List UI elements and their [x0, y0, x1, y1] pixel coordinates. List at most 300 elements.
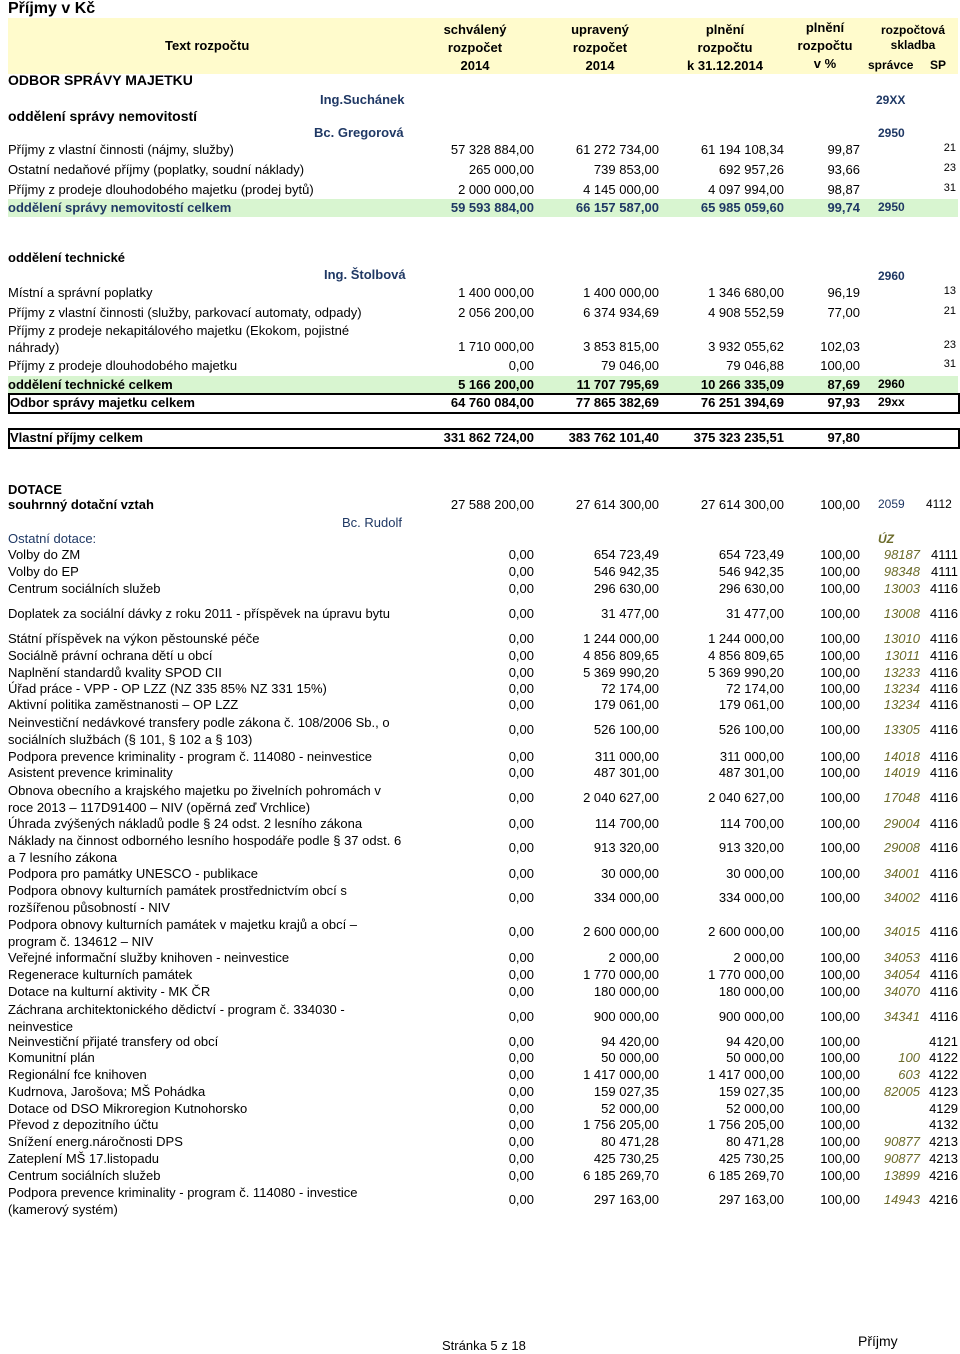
row-v3: 114 700,00: [719, 816, 784, 831]
row-v3: 31 477,00: [726, 606, 784, 621]
row-sp: 23: [943, 339, 956, 351]
row-v2: 654 723,49: [593, 547, 659, 562]
header-col-budget-structure: rozpočtová skladba: [880, 23, 945, 52]
row-v3: 546 942,35: [718, 564, 784, 579]
dotace-title: DOTACE: [8, 482, 62, 497]
row-pct: 100,00: [820, 1084, 860, 1099]
header-col-approved: schválený rozpočet 2014: [443, 22, 507, 73]
row-pct: 100,00: [820, 547, 860, 562]
row-pct: 100,00: [820, 564, 860, 579]
row-v2: 80 471,28: [601, 1134, 659, 1149]
row-v1: 0,00: [508, 681, 534, 696]
row-pct: 100,00: [820, 681, 860, 696]
row-sp: 4116: [930, 890, 958, 905]
row-v1: 0,00: [508, 790, 534, 805]
section-sub-title: oddělení správy nemovitostí: [8, 108, 198, 124]
row-v1: 0,00: [508, 749, 534, 764]
row-v1: 0,00: [508, 606, 534, 621]
row-uz: 34070: [883, 984, 920, 999]
ostatni-dotace-label: Ostatní dotace:: [8, 531, 97, 546]
row-v3: 5 369 990,20: [708, 665, 784, 680]
row-v2: 1 417 000,00: [583, 1067, 659, 1082]
row-uz: 14019: [883, 765, 920, 780]
row-v1: 0,00: [508, 840, 534, 855]
table-row: [8, 916, 958, 950]
row-v2: 6 374 934,69: [583, 305, 659, 320]
row-text: oddělení správy nemovitostí celkem: [8, 200, 232, 215]
row-v3: 72 174,00: [726, 681, 784, 696]
row-v2: 50 000,00: [601, 1050, 659, 1065]
table-row: [8, 1184, 958, 1218]
table-row: [8, 967, 958, 984]
row-sp: 21: [943, 305, 956, 317]
row-uz: 14018: [883, 749, 920, 764]
row-sp: 4213: [929, 1151, 958, 1166]
row-text: Úhrada zvýšených nákladů podle § 24 odst. 2 lesního zákona: [8, 816, 363, 831]
row-v2: 159 027,35: [593, 1084, 659, 1099]
row-v1: 1 710 000,00: [458, 339, 534, 354]
row-spr: 2950: [878, 200, 905, 214]
row-text: Podpora prevence kriminality - program č. 114080 - neinvestice: [8, 749, 372, 764]
section-person: Bc. Gregorová: [314, 125, 404, 140]
row-pct: 100,00: [820, 816, 860, 831]
row-text: Regionální fce knihoven: [8, 1067, 147, 1082]
row-v3: 79 046,88: [726, 358, 784, 373]
row-sp: 4116: [930, 648, 958, 663]
row-v3: 2 000,00: [733, 950, 784, 965]
table-row: [8, 1034, 958, 1051]
row-v3: 180 000,00: [718, 984, 784, 999]
header-col-fulfilment: plnění rozpočtu k 31.12.2014: [687, 22, 763, 73]
row-v1: 0,00: [508, 967, 534, 982]
row-v1: 0,00: [508, 697, 534, 712]
row-text: Naplnění standardů kvality SPOD CII: [8, 665, 222, 680]
row-pct: 100,00: [820, 358, 860, 373]
table-row-vlastni: [8, 430, 958, 448]
row-text: Příjmy z prodeje dlouhodobého majetku: [8, 358, 238, 373]
page-title: Příjmy v Kč: [8, 0, 96, 17]
table-row: [8, 697, 958, 714]
row-pct: 100,00: [820, 631, 860, 646]
row-pct: 97,93: [827, 395, 860, 410]
row-v2: 487 301,00: [593, 765, 659, 780]
row-v2: 739 853,00: [593, 162, 659, 177]
row-v1: 0,00: [508, 665, 534, 680]
row-text: Vlastní příjmy celkem: [10, 430, 143, 445]
row-v1: 0,00: [508, 1084, 534, 1099]
row-sp: 4111: [931, 564, 958, 579]
row-v3: 900 000,00: [718, 1009, 784, 1024]
row-uz: 98348: [883, 564, 920, 579]
row-v3: 159 027,35: [718, 1084, 784, 1099]
row-text: Odbor správy majetku celkem: [10, 395, 195, 410]
row-uz: 13234: [883, 681, 920, 696]
row-v2: 334 000,00: [593, 890, 659, 905]
row-v3: 179 061,00: [718, 697, 784, 712]
table-row: [8, 1134, 958, 1151]
row-pct: 99,74: [827, 200, 860, 215]
row-v3: 297 163,00: [718, 1192, 784, 1207]
row-v2: 1 770 000,00: [583, 967, 659, 982]
row-v2: 179 061,00: [593, 697, 659, 712]
row-v1: 5 166 200,00: [458, 377, 534, 392]
row-sp: 4116: [930, 631, 958, 646]
table-row: [8, 950, 958, 967]
table-row: [8, 882, 958, 916]
row-v3: 4 908 552,59: [708, 305, 784, 320]
row-text: Centrum sociálních služeb: [8, 1168, 161, 1183]
row-text: oddělení technické celkem: [8, 377, 173, 392]
table-row-souhrnny: [8, 497, 958, 515]
row-text: Podpora obnovy kulturních památek prostřednictvím obcí s rozšířenou působností - NIV: [8, 883, 347, 915]
row-v2: 31 477,00: [601, 606, 659, 621]
section-tech-title: oddělení technické: [8, 250, 126, 265]
row-sp: 4216: [929, 1192, 958, 1207]
row-sp: 4123: [929, 1084, 958, 1099]
row-text: Zateplení MŠ 17.listopadu: [8, 1151, 160, 1166]
table-row: [8, 564, 958, 581]
row-uz: 13305: [883, 722, 920, 737]
row-v1: 0,00: [508, 866, 534, 881]
row-pct: 100,00: [820, 1168, 860, 1183]
row-v3: 27 614 300,00: [700, 497, 784, 512]
row-v2: 1 244 000,00: [583, 631, 659, 646]
row-pct: 100,00: [820, 1009, 860, 1024]
row-pct: 99,87: [827, 142, 860, 157]
row-text: Úřad práce - VPP - OP LZZ (NZ 335 85% NZ 331 15%): [8, 681, 327, 696]
row-v1: 0,00: [508, 631, 534, 646]
row-uz: 13010: [883, 631, 920, 646]
table-row: [8, 782, 958, 816]
row-v3: 65 985 059,60: [700, 200, 784, 215]
table-row: [8, 285, 958, 303]
row-v3: 4 856 809,65: [708, 648, 784, 663]
row-pct: 100,00: [820, 950, 860, 965]
row-pct: 100,00: [820, 581, 860, 596]
row-v2: 61 272 734,00: [575, 142, 659, 157]
row-v3: 2 600 000,00: [708, 924, 784, 939]
row-pct: 100,00: [820, 665, 860, 680]
row-pct: 100,00: [820, 765, 860, 780]
table-row: [8, 322, 958, 358]
table-row: [8, 1001, 958, 1035]
row-v2: 2 600 000,00: [583, 924, 659, 939]
row-v1: 27 588 200,00: [450, 497, 534, 512]
row-text: Asistent prevence kriminality: [8, 765, 173, 780]
row-v2: 180 000,00: [593, 984, 659, 999]
row-text: Dotace na kulturní aktivity - MK ČR: [8, 984, 211, 999]
row-v3: 1 244 000,00: [708, 631, 784, 646]
row-sp: 4116: [930, 1009, 958, 1024]
row-v1: 0,00: [508, 1009, 534, 1024]
table-row: [8, 305, 958, 323]
table-row: [8, 358, 958, 376]
row-v2: 383 762 101,40: [568, 430, 659, 445]
row-v1: 265 000,00: [468, 162, 534, 177]
row-v3: 913 320,00: [718, 840, 784, 855]
row-v3: 1 346 680,00: [708, 285, 784, 300]
section-odbor-title: ODBOR SPRÁVY MAJETKU: [8, 72, 193, 88]
row-v3: 1 770 000,00: [708, 967, 784, 982]
row-spr: 2960: [878, 377, 905, 391]
row-sp: 4116: [930, 697, 958, 712]
row-uz: 34015: [883, 924, 920, 939]
row-v3: 296 630,00: [718, 581, 784, 596]
row-sp: 4216: [929, 1168, 958, 1183]
row-v3: 2 040 627,00: [708, 790, 784, 805]
row-sp: 4116: [930, 765, 958, 780]
table-row: [8, 606, 958, 623]
row-text: Sociálně právní ochrana dětí u obcí: [8, 648, 213, 663]
row-sp: 4111: [931, 547, 958, 562]
header-text-label: Text rozpočtu: [165, 38, 250, 53]
dotace-person: Bc. Rudolf: [342, 515, 402, 530]
row-v1: 0,00: [508, 950, 534, 965]
row-v3: 6 185 269,70: [708, 1168, 784, 1183]
row-uz: 29004: [883, 816, 920, 831]
row-sp: 4122: [929, 1050, 958, 1065]
row-pct: 100,00: [820, 1067, 860, 1082]
table-row: [8, 1117, 958, 1134]
row-v2: 526 100,00: [593, 722, 659, 737]
table-row: [8, 1151, 958, 1168]
row-text: Místní a správní poplatky: [8, 285, 153, 300]
row-text: Podpora prevence kriminality - program č. 114080 - investice (kamerový systém): [8, 1185, 358, 1217]
row-text: Náklady na činnost odborného lesního hospodáře podle § 37 odst. 6 a 7 lesního zákona: [8, 833, 402, 865]
row-v2: 311 000,00: [594, 749, 659, 764]
row-sp: 4116: [930, 606, 958, 621]
row-sp: 31: [943, 358, 956, 370]
row-text: Příjmy z prodeje dlouhodobého majetku (prodej bytů): [8, 182, 314, 197]
row-pct: 87,69: [827, 377, 860, 392]
row-pct: 100,00: [820, 749, 860, 764]
row-v1: 0,00: [508, 358, 534, 373]
row-v2: 5 369 990,20: [583, 665, 659, 680]
row-pct: 100,00: [820, 984, 860, 999]
tech-person: Ing. Štolbová: [324, 267, 406, 282]
row-v2: 546 942,35: [593, 564, 659, 579]
row-v1: 2 056 200,00: [458, 305, 534, 320]
row-pct: 100,00: [820, 1134, 860, 1149]
row-v1: 0,00: [508, 816, 534, 831]
row-v1: 0,00: [508, 722, 534, 737]
table-row: [8, 866, 958, 883]
row-v1: 0,00: [508, 1134, 534, 1149]
row-v1: 0,00: [508, 547, 534, 562]
row-pct: 100,00: [820, 790, 860, 805]
row-pct: 100,00: [820, 1117, 860, 1132]
row-v3: 311 000,00: [719, 749, 784, 764]
row-sp: 4116: [930, 924, 958, 939]
row-text: Příjmy z prodeje nekapitálového majetku (Ekokom, pojistné náhrady): [8, 323, 350, 355]
head-person: Ing.Suchánek: [320, 92, 405, 107]
row-uz: 13899: [883, 1168, 920, 1183]
row-pct: 100,00: [820, 866, 860, 881]
row-v1: 57 328 884,00: [450, 142, 534, 157]
row-text: Podpora pro památky UNESCO - publikace: [8, 866, 259, 881]
row-v3: 526 100,00: [718, 722, 784, 737]
row-v2: 77 865 382,69: [575, 395, 659, 410]
table-row: [8, 182, 958, 200]
row-v1: 1 400 000,00: [458, 285, 534, 300]
row-uz: 13003: [883, 581, 920, 596]
row-uz: 13233: [883, 665, 920, 680]
row-sp: 4116: [930, 967, 958, 982]
row-v2: 30 000,00: [601, 866, 659, 881]
row-sp: 4122: [929, 1067, 958, 1082]
table-row: [8, 714, 958, 748]
header-col-sp: SP: [930, 58, 947, 72]
row-v1: 0,00: [508, 581, 534, 596]
row-text: Volby do EP: [8, 564, 79, 579]
row-v1: 0,00: [508, 1050, 534, 1065]
row-pct: 96,19: [827, 285, 860, 300]
row-v2: 1 400 000,00: [583, 285, 659, 300]
row-sp: 4132: [929, 1117, 958, 1132]
row-sp: 4213: [929, 1134, 958, 1149]
table-row: [8, 1050, 958, 1067]
row-v2: 913 320,00: [593, 840, 659, 855]
row-text: Příjmy z vlastní činnosti (služby, parkovací automaty, odpady): [8, 305, 362, 320]
row-uz: 34054: [883, 967, 920, 982]
row-uz: 90877: [883, 1134, 920, 1149]
row-text: Neinvestiční nedávkové transfery podle zákona č. 108/2006 Sb., o sociálních službách (§ 101, § 102 a § 103): [8, 715, 390, 747]
row-v3: 52 000,00: [726, 1101, 784, 1116]
row-pct: 93,66: [827, 162, 860, 177]
table-row: [8, 681, 958, 698]
row-v2: 296 630,00: [593, 581, 659, 596]
row-v1: 0,00: [508, 648, 534, 663]
row-uz: 13234: [883, 697, 920, 712]
table-row: [8, 581, 958, 598]
row-sp: 4116: [930, 840, 958, 855]
row-pct: 100,00: [820, 697, 860, 712]
row-v2: 27 614 300,00: [575, 497, 659, 512]
row-uz: 90877: [883, 1151, 920, 1166]
head-code: 29XX: [876, 93, 906, 107]
row-pct: 100,00: [820, 1192, 860, 1207]
row-text: Záchrana architektonického dědictví - program č. 334030 - neinvestice: [8, 1002, 345, 1034]
table-row: [8, 162, 958, 180]
row-v3: 1 417 000,00: [708, 1067, 784, 1082]
row-sp: 4116: [930, 866, 958, 881]
row-v1: 0,00: [508, 564, 534, 579]
row-uz: 603: [898, 1067, 920, 1082]
row-v2: 52 000,00: [601, 1101, 659, 1116]
row-v1: 0,00: [508, 924, 534, 939]
row-v2: 94 420,00: [601, 1034, 659, 1049]
row-pct: 100,00: [820, 1034, 860, 1049]
row-uz: 98187: [883, 547, 920, 562]
row-v3: 94 420,00: [726, 1034, 784, 1049]
row-pct: 77,00: [827, 305, 860, 320]
section-code: 2950: [878, 126, 905, 140]
row-sp: 4116: [930, 816, 958, 831]
row-v3: 61 194 108,34: [700, 142, 784, 157]
row-uz: 29008: [883, 840, 920, 855]
row-v3: 4 097 994,00: [708, 182, 784, 197]
row-v1: 64 760 084,00: [450, 395, 534, 410]
row-text: Podpora obnovy kulturních památek v majetku krajů a obcí – program č. 134612 – NIV: [8, 917, 358, 949]
row-v2: 425 730,25: [593, 1151, 659, 1166]
row-sp: 23: [943, 162, 956, 174]
table-row: [8, 665, 958, 682]
row-v3: 10 266 335,09: [700, 377, 784, 392]
row-spr: 29xx: [878, 395, 905, 409]
row-sp: 4116: [930, 749, 958, 764]
table-row: [8, 1168, 958, 1185]
row-v3: 50 000,00: [726, 1050, 784, 1065]
table-row: [8, 1067, 958, 1084]
row-v2: 2 040 627,00: [583, 790, 659, 805]
row-v2: 297 163,00: [593, 1192, 659, 1207]
row-v2: 2 000,00: [608, 950, 659, 965]
row-pct: 97,80: [827, 430, 860, 445]
row-v2: 66 157 587,00: [575, 200, 659, 215]
footer-label: Příjmy: [858, 1333, 898, 1349]
row-text: Regenerace kulturních památek: [8, 967, 193, 982]
table-row: [8, 547, 958, 564]
row-spr: 2059: [878, 497, 905, 511]
row-v1: 0,00: [508, 765, 534, 780]
table-row: [8, 1084, 958, 1101]
row-v2: 114 700,00: [594, 816, 659, 831]
row-text: Státní příspěvek na výkon pěstounské péče: [8, 631, 260, 646]
row-uz: 13008: [883, 606, 920, 621]
row-v2: 79 046,00: [601, 358, 659, 373]
row-v1: 0,00: [508, 1151, 534, 1166]
row-text: Veřejné informační služby knihoven - neinvestice: [8, 950, 290, 965]
footer-page: Stránka 5 z 18: [442, 1338, 526, 1353]
table-row: [8, 1101, 958, 1118]
row-v2: 6 185 269,70: [583, 1168, 659, 1183]
table-row-odbor-total: [8, 395, 958, 413]
row-uz: 82005: [883, 1084, 920, 1099]
row-text: Doplatek za sociální dávky z roku 2011 - příspěvek na úpravu bytu: [8, 606, 391, 621]
row-pct: 100,00: [820, 924, 860, 939]
table-row: [8, 765, 958, 782]
row-sp: 31: [943, 182, 956, 194]
row-v1: 2 000 000,00: [458, 182, 534, 197]
row-v1: 0,00: [508, 1034, 534, 1049]
header-col-percent: plnění rozpočtu v %: [797, 20, 853, 71]
row-uz: 17048: [883, 790, 920, 805]
row-sp: 4116: [930, 581, 958, 596]
row-v3: 334 000,00: [718, 890, 784, 905]
row-v1: 0,00: [508, 1117, 534, 1132]
row-uz: 100: [898, 1050, 920, 1065]
row-pct: 100,00: [820, 1101, 860, 1116]
row-text: Neinvestiční přijaté transfery od obcí: [8, 1034, 219, 1049]
table-row-total: [8, 200, 958, 218]
row-v1: 0,00: [508, 1101, 534, 1116]
row-v3: 76 251 394,69: [700, 395, 784, 410]
row-pct: 100,00: [820, 722, 860, 737]
row-sp: 4116: [930, 984, 958, 999]
table-row: [8, 832, 958, 866]
row-uz: 34053: [883, 950, 920, 965]
row-text: Dotace od DSO Mikroregion Kutnohorsko: [8, 1101, 248, 1116]
row-text: Aktivní politika zaměstnanosti – OP LZZ: [8, 697, 239, 712]
uz-label: ÚZ: [878, 532, 894, 546]
header-col-spravce: správce: [868, 58, 914, 72]
row-v3: 375 323 235,51: [693, 430, 784, 445]
header-col-adjusted: upravený rozpočet 2014: [571, 22, 629, 73]
row-v2: 11 707 795,69: [576, 377, 659, 392]
row-text: Obnova obecního a krajského majetku po živelních pohromách v roce 2013 – 117D91400 – NIV (opěrná zeď Vrchlice): [8, 783, 381, 815]
tech-code: 2960: [878, 269, 905, 283]
row-pct: 100,00: [820, 1050, 860, 1065]
